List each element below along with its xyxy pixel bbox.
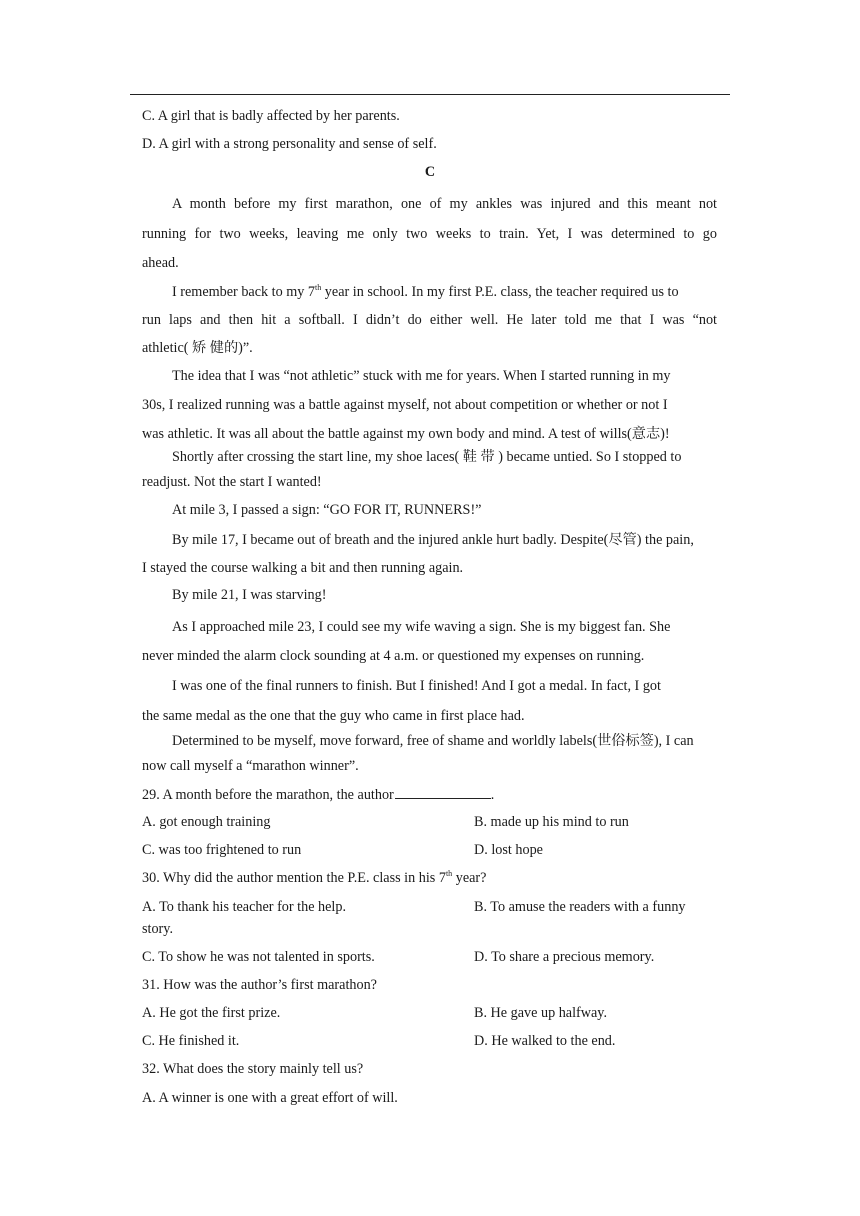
question-30-text-b: year? xyxy=(452,870,487,886)
q30-option-c: C. To show he was not talented in sports. xyxy=(142,949,375,965)
passage-p10-line2: now call myself a “marathon winner”. xyxy=(142,758,359,774)
header-divider xyxy=(130,94,730,95)
passage-p3-line1: The idea that I was “not athletic” stuck with me for years. When I started running in my xyxy=(172,368,671,384)
passage-p3-line2: 30s, I realized running was a battle against myself, not about competition or whether or not I xyxy=(142,397,668,413)
ordinal-suffix: th xyxy=(315,283,322,292)
q31-option-c: C. He finished it. xyxy=(142,1033,240,1049)
q31-option-d: D. He walked to the end. xyxy=(474,1033,616,1049)
passage-p4-line2: readjust. Not the start I wanted! xyxy=(142,474,322,490)
q30-option-b-continued: story. xyxy=(142,921,173,937)
q29-option-c: C. was too frightened to run xyxy=(142,842,302,858)
passage-p2-line3: athletic( 矫 健的)”. xyxy=(142,340,253,356)
ordinal-suffix: th xyxy=(445,869,453,878)
passage-p2-text-a: I remember back to my 7 xyxy=(172,284,316,300)
passage-p8-line2: never minded the alarm clock sounding at 4 a.m. or questioned my expenses on running. xyxy=(142,648,645,664)
passage-p10-line1: Determined to be myself, move forward, free of shame and worldly labels(世俗标签), I can xyxy=(172,733,694,749)
passage-p7: By mile 21, I was starving! xyxy=(172,587,327,603)
question-31-stem: 31. How was the author’s first marathon? xyxy=(142,977,377,993)
prev-option-d: D. A girl with a strong personality and sense of self. xyxy=(142,136,437,152)
passage-p4-line1: Shortly after crossing the start line, my shoe laces( 鞋 带 ) became untied. So I stopped to xyxy=(172,449,682,465)
question-30-stem xyxy=(142,868,486,888)
passage-p2-line2: run laps and then hit a softball. I didn’t do either well. He later told me that I was “not xyxy=(142,312,717,328)
answer-blank[interactable] xyxy=(395,784,491,799)
q30-option-a: A. To thank his teacher for the help. xyxy=(142,899,347,915)
prev-option-c: C. A girl that is badly affected by her parents. xyxy=(142,108,400,124)
passage-p1-line3: ahead. xyxy=(142,255,179,271)
passage-p9-line1: I was one of the final runners to finish. But I finished! And I got a medal. In fact, I got xyxy=(172,678,661,694)
passage-p5: At mile 3, I passed a sign: “GO FOR IT, RUNNERS!” xyxy=(172,502,482,518)
q30-option-d: D. To share a precious memory. xyxy=(474,949,655,965)
q29-option-d: D. lost hope xyxy=(474,842,543,858)
passage-p1-line1: A month before my first marathon, one of my ankles was injured and this meant not xyxy=(172,196,717,212)
section-title: C xyxy=(424,164,436,180)
question-30-text-a: 30. Why did the author mention the P.E. class in his 7 xyxy=(142,870,446,886)
q29-option-a: A. got enough training xyxy=(142,814,271,830)
passage-p3-line3: was athletic. It was all about the battle against my own body and mind. A test of wills(意志)! xyxy=(142,426,670,442)
q32-option-a: A. A winner is one with a great effort of will. xyxy=(142,1090,398,1106)
passage-p6-line2: I stayed the course walking a bit and then running again. xyxy=(142,560,464,576)
question-29-period: . xyxy=(490,787,495,803)
q30-option-b: B. To amuse the readers with a funny xyxy=(474,899,686,915)
passage-p8-line1: As I approached mile 23, I could see my wife waving a sign. She is my biggest fan. She xyxy=(172,619,671,635)
q31-option-b: B. He gave up halfway. xyxy=(474,1005,608,1021)
passage-p2-text-b: year in school. In my first P.E. class, the teacher required us to xyxy=(321,284,679,300)
question-32-stem: 32. What does the story mainly tell us? xyxy=(142,1061,364,1077)
passage-p9-line2: the same medal as the one that the guy who came in first place had. xyxy=(142,708,525,724)
passage-p6-line1: By mile 17, I became out of breath and the injured ankle hurt badly. Despite(尽管) the pain, xyxy=(172,532,694,548)
question-29-stem xyxy=(142,784,494,805)
passage-p1-line2: running for two weeks, leaving me only two weeks to train. Yet, I was determined to go xyxy=(142,226,717,242)
q31-option-a: A. He got the first prize. xyxy=(142,1005,281,1021)
passage-p2-line1 xyxy=(172,282,679,302)
q29-option-b: B. made up his mind to run xyxy=(474,814,629,830)
question-29-text: 29. A month before the marathon, the author xyxy=(142,787,394,803)
